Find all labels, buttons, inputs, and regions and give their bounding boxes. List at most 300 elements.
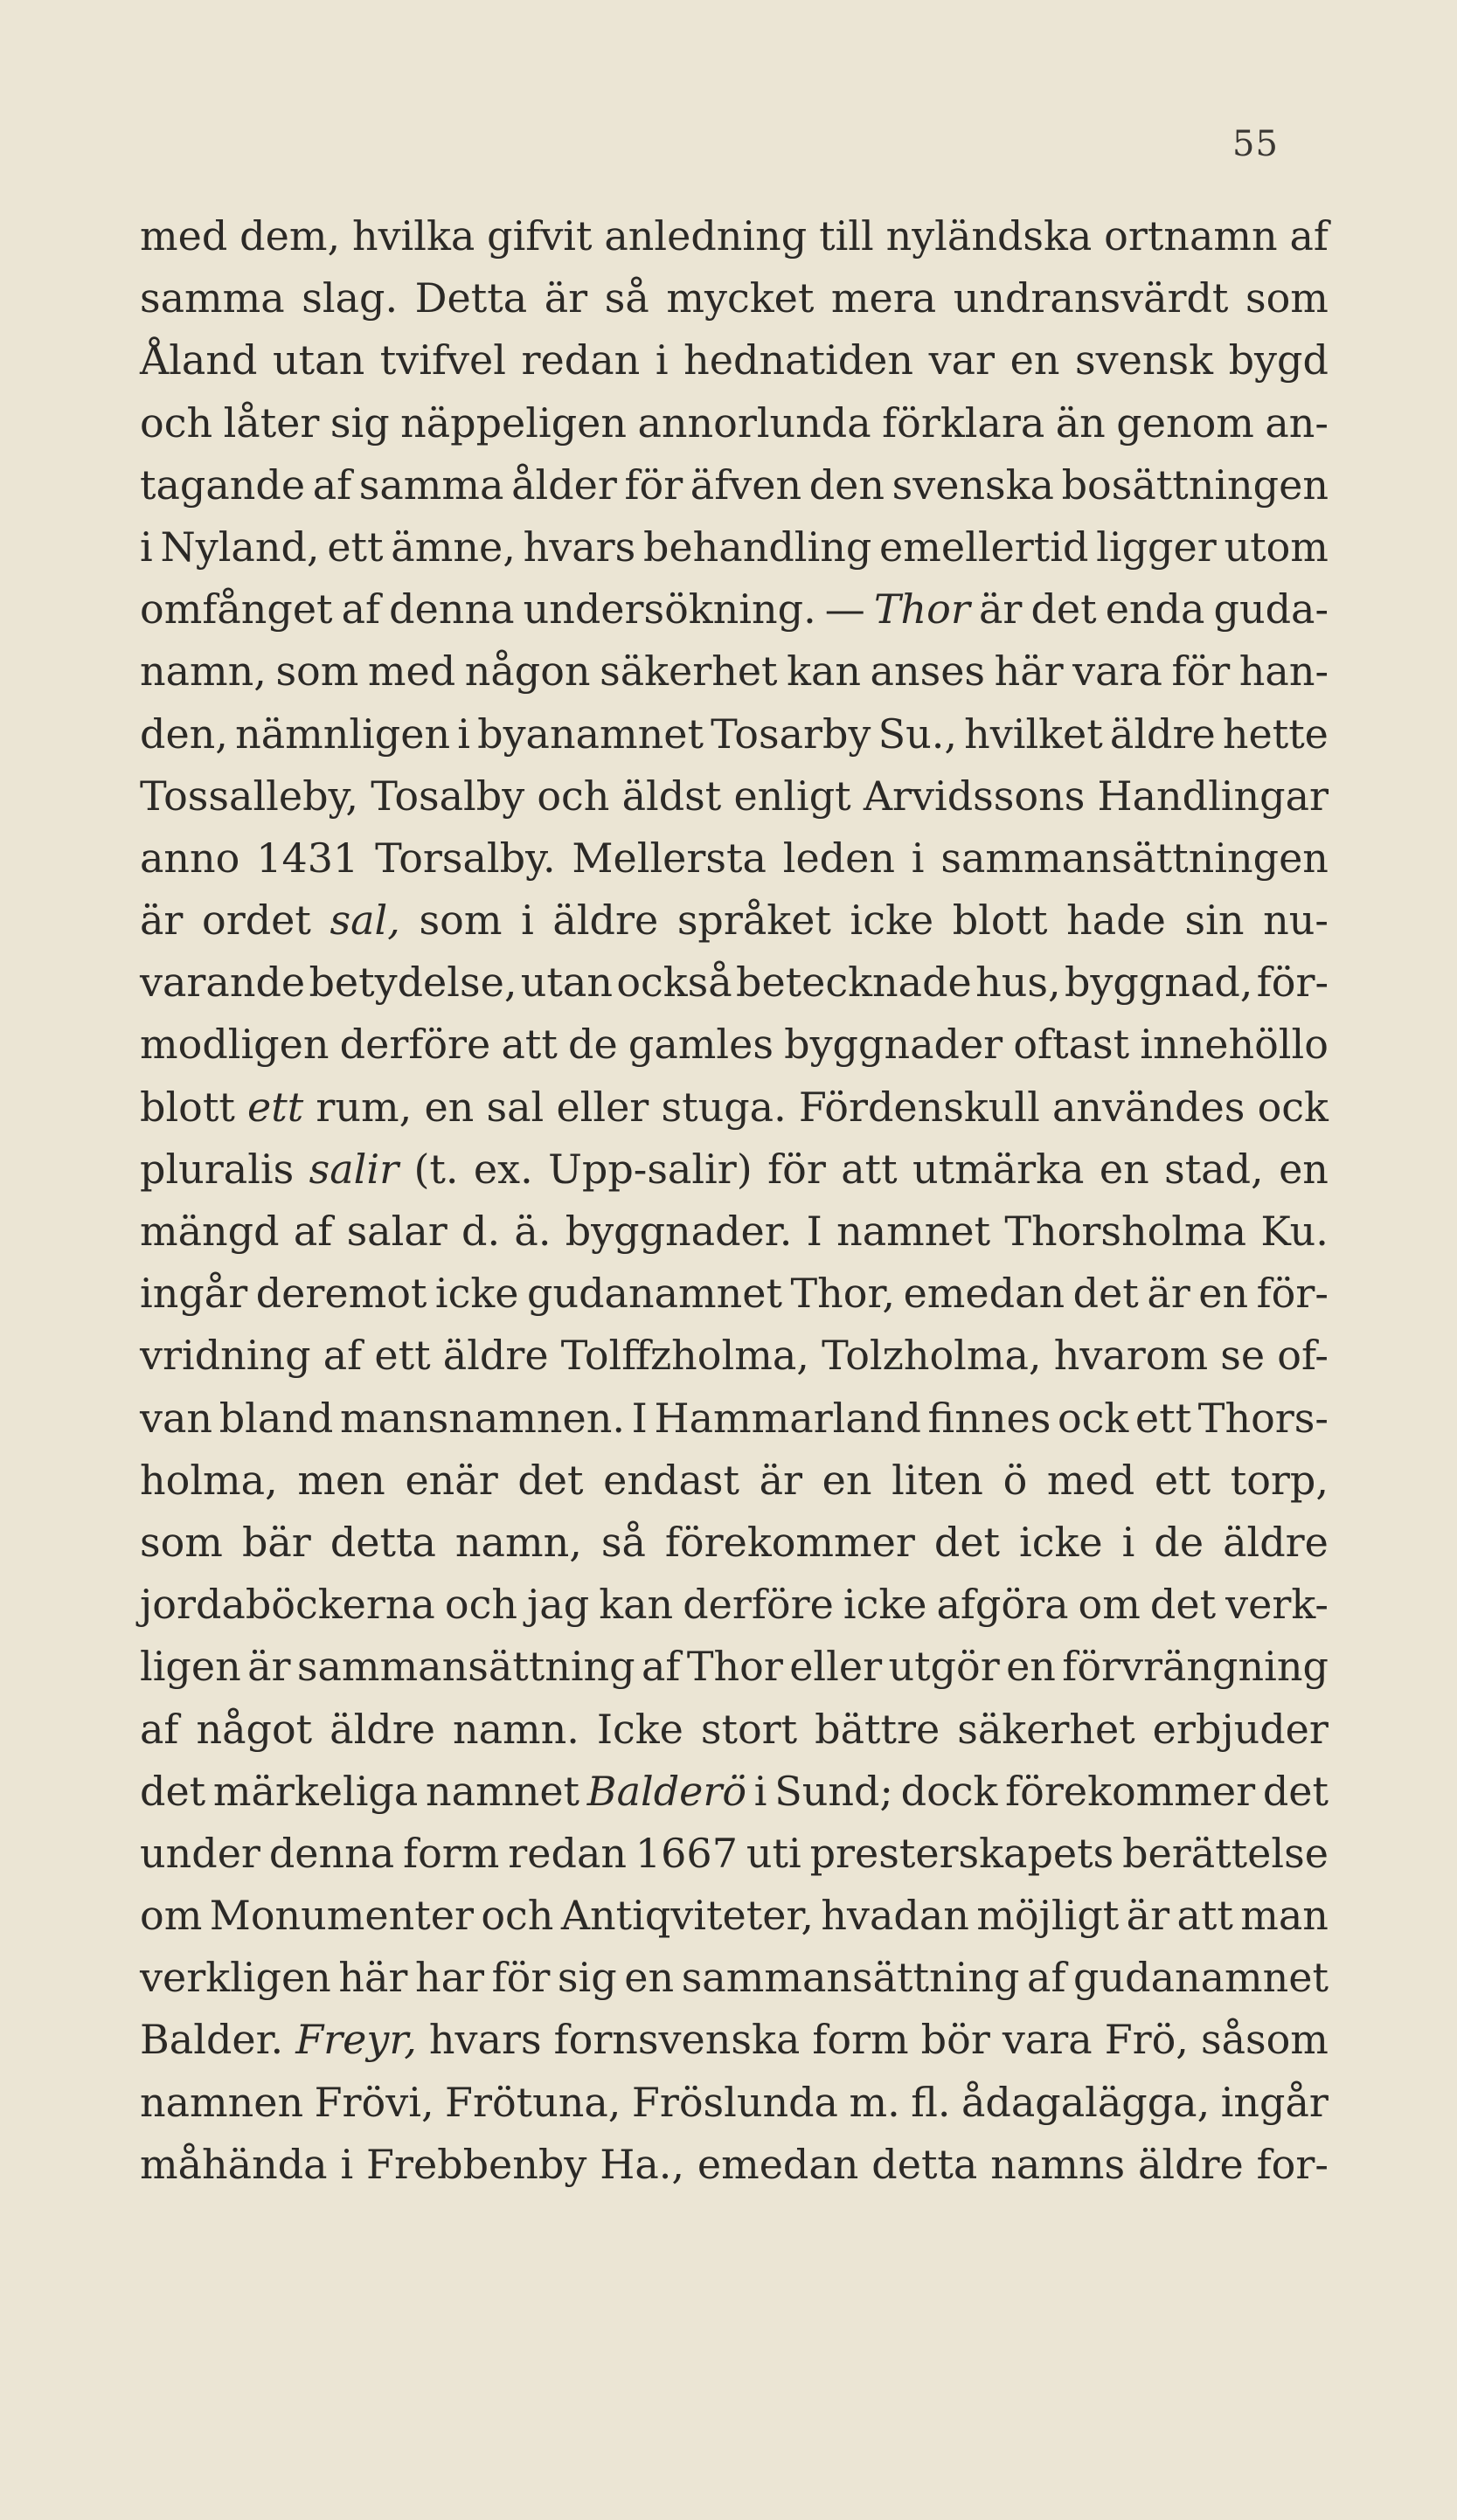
word: ä. (514, 1208, 552, 1255)
word: ålder (511, 460, 617, 509)
word: Frövi, (314, 2078, 434, 2126)
word: är (1147, 1270, 1190, 1318)
word: näppeligen (400, 398, 627, 447)
text-line (140, 454, 1329, 516)
text-line (140, 1139, 1329, 1201)
word: svensk (1075, 336, 1213, 384)
word: äldst (621, 772, 722, 820)
word: ett (374, 1332, 431, 1380)
word: utan (273, 336, 365, 384)
word: verk- (1225, 1581, 1329, 1629)
word: vridning (140, 1332, 311, 1380)
word: så (604, 274, 649, 322)
text-line (140, 1201, 1329, 1263)
word: de (1154, 1518, 1204, 1566)
word: Hammarland (654, 1394, 921, 1442)
word: Tossalleby, (140, 772, 359, 820)
word: som (1245, 274, 1329, 322)
word: denna (268, 1829, 395, 1877)
word: är (759, 1456, 803, 1504)
word: Icke (596, 1705, 683, 1753)
word: i (753, 1767, 767, 1815)
word: leden (782, 834, 895, 882)
word: äldre (1109, 710, 1216, 758)
word: märkeliga (212, 1767, 419, 1815)
word: deremot (255, 1270, 427, 1318)
word: slag. (302, 274, 399, 322)
word: såsom (1200, 2016, 1329, 2064)
word: i (140, 523, 153, 571)
word: den (808, 460, 885, 509)
text-line (140, 827, 1329, 890)
word: än (1055, 398, 1106, 447)
word: byanamnet (477, 710, 704, 758)
word: är (544, 274, 588, 322)
word: utom (1224, 523, 1329, 571)
word: en (424, 1083, 475, 1131)
word: derföre (339, 1021, 491, 1069)
word: blott (952, 897, 1048, 945)
word: det (140, 1767, 206, 1815)
word: mycket (666, 274, 815, 322)
body-text (140, 205, 1329, 2196)
word: en (624, 1954, 675, 2002)
word: bosättningen (1061, 460, 1329, 509)
word: men (297, 1456, 385, 1504)
text-line (140, 2072, 1329, 2134)
word: också (616, 959, 732, 1007)
word: erbjuder (1152, 1705, 1329, 1753)
word: ingår (1220, 2078, 1329, 2126)
word: Tolffzholma, (560, 1332, 809, 1380)
word: af (323, 1332, 363, 1380)
word: denna (389, 585, 515, 633)
word: förvrängning (1062, 1643, 1329, 1691)
word: ämne, (391, 523, 516, 571)
word: i (1121, 1518, 1135, 1566)
word: genom (1116, 398, 1254, 447)
word: och (140, 398, 213, 447)
word: Balderö (586, 1767, 747, 1815)
word: anses (870, 647, 986, 696)
text-line (140, 890, 1329, 952)
word: här (338, 1954, 408, 2002)
word: att (841, 1145, 898, 1193)
word: eller (789, 1643, 883, 1691)
word: I (806, 1208, 822, 1255)
word: det (933, 1518, 1001, 1566)
word: rum, (316, 1083, 413, 1131)
word: — (824, 585, 865, 633)
word: namns (990, 2140, 1126, 2188)
word: salir (309, 1145, 399, 1193)
word: an- (1265, 398, 1329, 447)
text-line (140, 1885, 1329, 1947)
word: hvilket (964, 710, 1103, 758)
word: byggnader (784, 1021, 1003, 1069)
word: emedan (697, 2140, 859, 2188)
word: namnen (140, 2078, 304, 2126)
word: Thor, (790, 1270, 896, 1318)
word: pluralis (140, 1145, 295, 1193)
word: att (1176, 1892, 1233, 1940)
word: vara (1072, 647, 1162, 696)
word: anledning (604, 212, 808, 260)
word: för- (1256, 1270, 1329, 1318)
word: endast (603, 1456, 739, 1504)
word: (t. (413, 1145, 459, 1193)
word: af (293, 1208, 333, 1255)
word: anno (140, 834, 240, 882)
word: Åland (140, 336, 258, 384)
word: det (1072, 1270, 1139, 1318)
word: sin (1184, 897, 1245, 945)
word: guda- (1213, 585, 1329, 633)
word: Thor (686, 1643, 783, 1691)
word: äldre (330, 1705, 435, 1753)
word: salar (346, 1208, 448, 1255)
text-line (140, 640, 1329, 703)
word: stort (700, 1705, 798, 1753)
word: se (1220, 1332, 1266, 1380)
word: behandling (642, 523, 872, 571)
word: i (340, 2140, 354, 2188)
text-line (140, 578, 1329, 640)
word: vara (1002, 2016, 1093, 2064)
word: hus, (975, 959, 1061, 1007)
word: hvadan (821, 1892, 969, 1940)
word: mera (830, 274, 937, 322)
word: of- (1277, 1332, 1329, 1380)
word: att (501, 1021, 558, 1069)
word: byggnad, (1064, 959, 1253, 1007)
text-line (140, 952, 1329, 1014)
word: med (1046, 1456, 1135, 1504)
word: ö (1003, 1456, 1028, 1504)
text-line (140, 1325, 1329, 1387)
word: stad, (1164, 1145, 1264, 1193)
word: m. (849, 2078, 900, 2126)
word: Mellersta (572, 834, 767, 882)
word: sammansättningen (940, 834, 1329, 882)
word: någon (464, 647, 591, 696)
word: jordaböckerna (140, 1581, 435, 1629)
word: derföre (683, 1581, 834, 1629)
word: om (1078, 1581, 1141, 1629)
word: uti (746, 1829, 801, 1877)
word: af (341, 585, 381, 633)
text-line (140, 1077, 1329, 1139)
text-line (140, 1574, 1329, 1636)
word: form (403, 1829, 500, 1877)
word: ingår (140, 1270, 248, 1318)
word: ordet (202, 897, 311, 945)
word: hvars (523, 523, 636, 571)
text-line (140, 703, 1329, 765)
word: det (1262, 1767, 1329, 1815)
word: bland (219, 1394, 334, 1442)
word: säkerhet (600, 647, 778, 696)
word: blott (140, 1083, 235, 1131)
word: för- (1256, 959, 1329, 1007)
word: 1667 (635, 1829, 738, 1877)
word: om (140, 1892, 203, 1940)
word: i (521, 897, 534, 945)
word: användes (1052, 1083, 1245, 1131)
word: bygd (1228, 336, 1329, 384)
text-line (140, 1823, 1329, 1885)
word: d. (461, 1208, 501, 1255)
word: liten (892, 1456, 983, 1504)
word: bättre (815, 1705, 940, 1753)
word: holma, (140, 1456, 278, 1504)
word: emedan (903, 1270, 1065, 1318)
word: säkerhet (957, 1705, 1135, 1753)
word: for- (1256, 2140, 1329, 2188)
word: Freyr, (295, 2016, 417, 2064)
word: Ha., (600, 2140, 684, 2188)
word: för (1171, 647, 1231, 696)
word: ligger (1096, 523, 1217, 571)
word: är (140, 897, 184, 945)
word: af (642, 1643, 681, 1691)
word: för (767, 1145, 826, 1193)
word: Arvidssons (863, 772, 1086, 820)
word: ock (1057, 1394, 1129, 1442)
word: betecknade (736, 959, 972, 1007)
word: utgör (888, 1643, 1000, 1691)
word: eller (556, 1083, 649, 1131)
word: Fördenskull (798, 1083, 1040, 1131)
word: af (312, 460, 352, 509)
word: Sund; (774, 1767, 893, 1815)
word: af (140, 1705, 179, 1753)
word: en (822, 1456, 872, 1504)
word: stuga. (661, 1083, 787, 1131)
word: icke (850, 897, 934, 945)
word: sig (330, 398, 390, 447)
word: Frö, (1104, 2016, 1189, 2064)
word: hvars (428, 2016, 542, 2064)
word: sammansättning (296, 1643, 635, 1691)
word: ett (327, 523, 384, 571)
word: bör (920, 2016, 990, 2064)
word: hette (1222, 710, 1329, 758)
word: verkligen (140, 1954, 331, 2002)
word: äldre (442, 1332, 549, 1380)
word: ex. (473, 1145, 533, 1193)
text-line (140, 1636, 1329, 1698)
text-line (140, 205, 1329, 267)
word: nu- (1263, 897, 1329, 945)
word: var (928, 336, 995, 384)
word: bär (241, 1518, 311, 1566)
word: den, (140, 710, 228, 758)
text-line (140, 1947, 1329, 2009)
word: fornsvenska (553, 2016, 801, 2064)
word: möjligt (976, 1892, 1120, 1940)
word: namnet (426, 1767, 580, 1815)
word: som (419, 897, 503, 945)
word: detta (871, 2140, 978, 2188)
word: ådagalägga, (961, 2078, 1211, 2126)
text-line (140, 329, 1329, 391)
word: med (367, 647, 456, 696)
word: enda (1105, 585, 1205, 633)
word: icke (843, 1581, 927, 1629)
word: sal (486, 1083, 545, 1131)
word: modligen (140, 1021, 330, 1069)
word: nämnligen (235, 710, 451, 758)
word: samma (140, 274, 285, 322)
word: enligt (733, 772, 851, 820)
word: namn, (454, 1518, 582, 1566)
word: så (600, 1518, 646, 1566)
word: jag (527, 1581, 590, 1629)
text-line (140, 765, 1329, 827)
word: gamles (628, 1021, 774, 1069)
word: ett (1154, 1456, 1211, 1504)
word: undersökning. (523, 585, 816, 633)
word: det (517, 1456, 584, 1504)
word: en (1009, 336, 1060, 384)
word: sammansättning (681, 1954, 1020, 2002)
word: ock (1257, 1083, 1329, 1131)
word: icke (1019, 1518, 1103, 1566)
word: namn, (140, 647, 267, 696)
word: presterskapets (809, 1829, 1114, 1877)
word: måhända (140, 2140, 328, 2188)
word: äldre (1137, 2140, 1244, 2188)
word: namnet (836, 1208, 991, 1255)
word: fl. (911, 2078, 951, 2126)
word: hvilka (351, 212, 475, 260)
word: en (1099, 1145, 1149, 1193)
word: förklara (882, 398, 1045, 447)
word: Detta (414, 274, 528, 322)
word: sig (557, 1954, 617, 2002)
word: han- (1238, 647, 1329, 696)
word: Handlingar (1097, 772, 1329, 820)
word: redan (521, 336, 641, 384)
word: här (994, 647, 1064, 696)
word: annorlunda (637, 398, 871, 447)
word: kan (599, 1581, 674, 1629)
word: omfånget (140, 585, 333, 633)
word: och (444, 1581, 517, 1629)
word: Tosalby (371, 772, 525, 820)
text-line (140, 392, 1329, 454)
word: Monumenter (209, 1892, 474, 1940)
word: utmärka (912, 1145, 1085, 1193)
word: förekommer (664, 1518, 915, 1566)
word: det (1149, 1581, 1217, 1629)
word: äfven (690, 460, 802, 509)
word: Fröslunda (631, 2078, 838, 2126)
word: som (275, 647, 359, 696)
word: är (978, 585, 1023, 633)
word: är (247, 1643, 291, 1691)
word: hednatiden (683, 336, 913, 384)
word: och (481, 1892, 554, 1940)
word: af (1289, 212, 1329, 260)
word: oftast (1013, 1021, 1130, 1069)
text-line (140, 1388, 1329, 1450)
word: hade (1066, 897, 1166, 945)
word: form (812, 2016, 909, 2064)
word: de (568, 1021, 618, 1069)
word: gudanamnet (527, 1270, 782, 1318)
word: 1431 (256, 834, 359, 882)
word: Tolzholma, (822, 1332, 1042, 1380)
word: i (911, 834, 925, 882)
word: som (140, 1518, 223, 1566)
word: i (655, 336, 669, 384)
text-line (140, 2009, 1329, 2071)
word: Balder. (140, 2016, 284, 2064)
text-line (140, 1263, 1329, 1325)
word: Frebbenby (366, 2140, 587, 2188)
word: nyländska (885, 212, 1093, 260)
word: berättelse (1122, 1829, 1329, 1877)
word: torp, (1230, 1456, 1329, 1504)
word: varande (140, 959, 306, 1007)
word: Thor (873, 585, 970, 633)
text-line (140, 267, 1329, 329)
page-number: 55 (1232, 124, 1279, 164)
word: en (1279, 1145, 1329, 1193)
word: under (140, 1829, 260, 1877)
word: detta (330, 1518, 436, 1566)
word: sal, (330, 897, 400, 945)
text-line (140, 1512, 1329, 1574)
word: är (1126, 1892, 1170, 1940)
word: tvifvel (379, 336, 506, 384)
word: med (140, 212, 228, 260)
text-line (140, 1761, 1329, 1823)
word: Torsalby. (375, 834, 556, 882)
text-line (140, 1014, 1329, 1076)
word: kan (787, 647, 862, 696)
word: van (140, 1394, 213, 1442)
word: Upp-salir) (548, 1145, 753, 1193)
word: Tosarby (711, 710, 871, 758)
text-line (140, 1699, 1329, 1761)
word: svenska (892, 460, 1054, 509)
word: undransvärdt (953, 274, 1229, 322)
word: en (1006, 1643, 1056, 1691)
word: enär (405, 1456, 498, 1504)
word: och (537, 772, 610, 820)
word: Thors- (1197, 1394, 1329, 1442)
word: icke (434, 1270, 519, 1318)
word: Thorsholma (1004, 1208, 1247, 1255)
word: språket (676, 897, 831, 945)
word: äldre (1223, 1518, 1329, 1566)
word: afgöra (936, 1581, 1069, 1629)
word: dock (900, 1767, 998, 1815)
word: utan (520, 959, 613, 1007)
text-line (140, 2134, 1329, 2196)
word: mängd (140, 1208, 280, 1255)
word: låter (223, 398, 320, 447)
word: något (196, 1705, 313, 1753)
word: Frötuna, (445, 2078, 621, 2126)
word: Ku. (1260, 1208, 1329, 1255)
word: i (457, 710, 470, 758)
word: gudanamnet (1073, 1954, 1329, 2002)
text-line (140, 1450, 1329, 1512)
